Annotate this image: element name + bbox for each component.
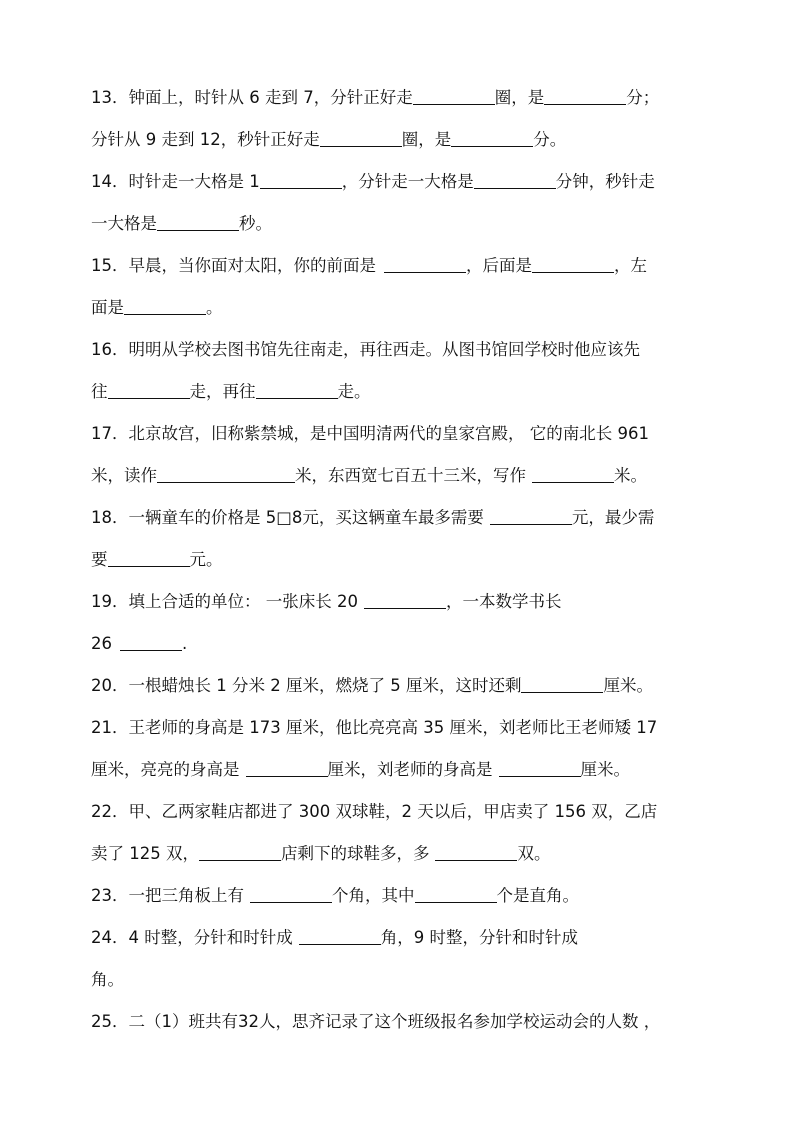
q15-text-b: ，后面是 bbox=[466, 256, 532, 275]
question-14-line-1 bbox=[91, 171, 734, 193]
answer-blank[interactable] bbox=[364, 592, 446, 609]
question-15-line-1 bbox=[91, 255, 734, 277]
q19-text-a: 19．填上合适的单位： 一张床长 20 bbox=[91, 592, 358, 611]
q23-text-b: 个角，其中 bbox=[332, 886, 415, 905]
q15-text-d: 面是 bbox=[91, 298, 124, 317]
q22-text-a: 22．甲、乙两家鞋店都进了 300 双球鞋，2 天以后，甲店卖了 156 双，乙店 bbox=[91, 802, 658, 821]
answer-blank[interactable] bbox=[415, 886, 497, 903]
question-14-line-2 bbox=[91, 213, 734, 235]
q13-text-f: 分。 bbox=[533, 130, 567, 149]
question-20-line-1 bbox=[91, 675, 734, 697]
q13-text-b: 圈，是 bbox=[494, 88, 545, 107]
answer-blank[interactable] bbox=[260, 172, 342, 189]
q20-text-a: 20．一根蜡烛长 1 分米 2 厘米，燃烧了 5 厘米，这时还剩 bbox=[91, 676, 522, 695]
answer-blank[interactable] bbox=[521, 676, 603, 693]
q24-text-a: 24．4 时整，分针和时针成 bbox=[91, 928, 293, 947]
answer-blank[interactable] bbox=[490, 508, 572, 525]
q24-text-b: 角，9 时整，分针和时针成 bbox=[380, 928, 578, 947]
question-25-line-1 bbox=[91, 1011, 734, 1033]
q22-text-d: 双。 bbox=[517, 844, 551, 863]
q14-text-b: ，分针走一大格是 bbox=[341, 172, 474, 191]
question-21-line-2 bbox=[91, 759, 734, 781]
answer-blank[interactable] bbox=[108, 550, 190, 567]
q24-text-c: 角。 bbox=[91, 970, 124, 989]
q19-text-c: 26 bbox=[91, 634, 112, 653]
q21-text-c: 厘米，刘老师的身高是 bbox=[327, 760, 493, 779]
q22-text-c: 店剩下的球鞋多，多 bbox=[280, 844, 430, 863]
answer-blank[interactable] bbox=[451, 130, 533, 147]
q19-text-b: ，一本数学书长 bbox=[445, 592, 562, 611]
q23-text-c: 个是直角。 bbox=[496, 886, 579, 905]
question-19-line-1 bbox=[91, 591, 734, 613]
answer-blank[interactable] bbox=[157, 214, 239, 231]
q13-text-e: 圈，是 bbox=[401, 130, 452, 149]
q15-text-e: 。 bbox=[206, 298, 223, 317]
q17-text-d: 米。 bbox=[614, 466, 647, 485]
q21-text-d: 厘米。 bbox=[580, 760, 630, 779]
question-22-line-2 bbox=[91, 843, 734, 865]
question-16-line-1 bbox=[91, 339, 734, 361]
question-17-line-1 bbox=[91, 423, 734, 445]
answer-blank[interactable] bbox=[474, 172, 556, 189]
answer-blank[interactable] bbox=[250, 886, 332, 903]
q14-text-e: 秒。 bbox=[239, 214, 272, 233]
answer-blank[interactable] bbox=[256, 382, 338, 399]
q21-text-b: 厘米，亮亮的身高是 bbox=[91, 760, 240, 779]
question-24-line-1 bbox=[91, 927, 734, 949]
q13-text-c: 分； bbox=[626, 88, 660, 107]
question-18-line-1 bbox=[91, 507, 734, 529]
q18-text-d: 元。 bbox=[189, 550, 223, 569]
q16-text-d: 走。 bbox=[337, 382, 371, 401]
q17-text-a: 17．北京故宫，旧称紫禁城，是中国明清两代的皇家宫殿， 它的南北长 961 bbox=[91, 424, 649, 443]
answer-blank[interactable] bbox=[246, 760, 328, 777]
answer-blank[interactable] bbox=[435, 844, 517, 861]
answer-blank[interactable] bbox=[384, 256, 466, 273]
q13-text-d: 分针从 9 走到 12，秒针正好走 bbox=[91, 130, 320, 149]
q20-text-b: 厘米。 bbox=[603, 676, 653, 695]
question-16-line-2 bbox=[91, 381, 734, 403]
answer-blank[interactable] bbox=[108, 382, 190, 399]
q22-text-b: 卖了 125 双， bbox=[91, 844, 199, 863]
answer-blank[interactable] bbox=[299, 928, 381, 945]
q16-text-c: 走，再往 bbox=[189, 382, 256, 401]
question-21-line-1 bbox=[91, 717, 734, 739]
q18-text-c: 要 bbox=[91, 550, 108, 569]
q16-text-b: 往 bbox=[91, 382, 108, 401]
answer-blank[interactable] bbox=[124, 298, 206, 315]
question-18-line-2 bbox=[91, 549, 734, 571]
answer-blank[interactable] bbox=[157, 466, 295, 483]
question-17-line-2 bbox=[91, 465, 734, 487]
question-19-line-2 bbox=[91, 633, 734, 655]
answer-blank[interactable] bbox=[413, 88, 495, 105]
answer-blank[interactable] bbox=[120, 634, 182, 651]
question-22-line-1 bbox=[91, 801, 734, 823]
q17-text-b: 米，读作 bbox=[91, 466, 157, 485]
q15-text-c: ，左 bbox=[614, 256, 647, 275]
q21-text-a: 21．王老师的身高是 173 厘米，他比亮亮高 35 厘米，刘老师比王老师矮 17 bbox=[91, 718, 658, 737]
q17-text-c: 米，东西宽七百五十三米，写作 bbox=[295, 466, 526, 485]
answer-blank[interactable] bbox=[544, 88, 626, 105]
q16-text-a: 16．明明从学校去图书馆先往南走，再往西走。从图书馆回学校时他应该先 bbox=[91, 340, 640, 359]
q25-text-a: 25．二（1）班共有32人，思齐记录了这个班级报名参加学校运动会的人数 ， bbox=[91, 1012, 661, 1031]
q23-text-a: 23．一把三角板上有 bbox=[91, 886, 244, 905]
question-13-line-2 bbox=[91, 129, 734, 151]
answer-blank[interactable] bbox=[320, 130, 402, 147]
q14-text-a: 14．时针走一大格是 1 bbox=[91, 172, 260, 191]
q19-text-d: . bbox=[182, 634, 188, 653]
answer-blank[interactable] bbox=[532, 256, 614, 273]
q14-text-c: 分钟，秒针走 bbox=[555, 172, 655, 191]
question-24-line-2 bbox=[91, 969, 734, 991]
q13-text-a: 13．钟面上，时针从 6 走到 7，分针正好走 bbox=[91, 88, 413, 107]
question-13-line-1 bbox=[91, 87, 734, 109]
answer-blank[interactable] bbox=[199, 844, 281, 861]
q14-text-d: 一大格是 bbox=[91, 214, 157, 233]
question-15-line-2 bbox=[91, 297, 734, 319]
answer-blank[interactable] bbox=[499, 760, 581, 777]
q15-text-a: 15．早晨，当你面对太阳，你的前面是 bbox=[91, 256, 376, 275]
answer-blank[interactable] bbox=[532, 466, 614, 483]
q18-text-a: 18．一辆童车的价格是 5□8元，买这辆童车最多需要 bbox=[91, 508, 484, 527]
question-23-line-1 bbox=[91, 885, 734, 907]
q18-text-b: 元，最少需 bbox=[571, 508, 655, 527]
